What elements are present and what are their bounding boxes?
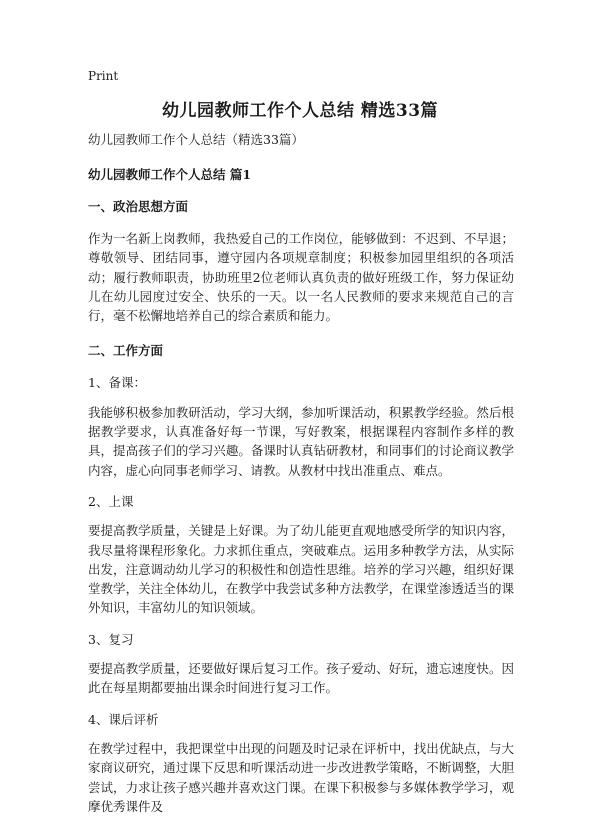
document-body — [88, 130, 514, 828]
review-paragraph: 要提高教学质量，还要做好课后复习工作。孩子爱动、好玩，遗忘速度快。因此在每星期都要抽出课余时间进行复习工作。 — [88, 661, 514, 696]
eval-heading: 4、课后评析 — [88, 711, 159, 727]
class-heading: 2、上课 — [88, 493, 134, 509]
page-title: 幼儿园教师工作个人总结 精选33篇 — [161, 101, 439, 121]
politics-paragraph: 作为一名新上岗教师，我热爱自己的工作岗位，能够做到：不迟到、不早退；尊敬领导、团结同事，遵守园内各项规章制度；积极参加园里组织的各项活动；履行教师职责，协助班里2位老师认真负责的做好班级工作，努力保证幼儿在幼儿园度过安全、快乐的一天。以一名人民教师的要求来规范自己的言行，毫不松懈地培养自己的综合素质和能力。 — [88, 231, 514, 324]
politics-heading: 一、政治思想方面 — [88, 199, 189, 214]
print-link[interactable]: Print — [88, 69, 119, 83]
prep-heading: 1、备课： — [88, 375, 146, 391]
document-subtitle: 幼儿园教师工作个人总结（精选33篇） — [88, 132, 304, 147]
work-heading: 二、工作方面 — [88, 343, 164, 359]
section-heading: 幼儿园教师工作个人总结 篇1 — [88, 167, 252, 182]
prep-paragraph: 我能够积极参加教研活动，学习大纲，参加听课活动，积累教学经验。然后根据教学要求，认真准备好每一节课，写好教案，根据课程内容制作多样的教具，提高孩子们的学习兴趣。备课时认真钻研教材，和同事们的讨论商议教学内容，虚心向同事老师学习、请教。从教材中找出准重点、难点。 — [88, 404, 514, 478]
class-paragraph: 要提高教学质量，关键是上好课。为了幼儿能更直观地感受所学的知识内容，我尽量将课程形象化。力求抓住重点，突破难点。运用多种教学方法，从实际出发，注意调动幼儿学习的积极性和创造性思维。培养的学习兴趣，组织好课堂教学，关注全体幼儿，在教学中我尝试多种方法教学，在课堂渗透适当的课外知识，丰富幼儿的知识领域。 — [88, 523, 514, 616]
eval-paragraph: 在教学过程中，我把课堂中出现的问题及时记录在评析中，找出优缺点，与大家商议研究，通过课下反思和听课活动进一步改进教学策略，不断调整，大胆尝试，力求让孩子感兴趣并喜欢这门课。在课下积极参与多媒体教学学习，观摩优秀课件及 — [88, 740, 514, 814]
review-heading: 3、复习 — [88, 631, 134, 647]
